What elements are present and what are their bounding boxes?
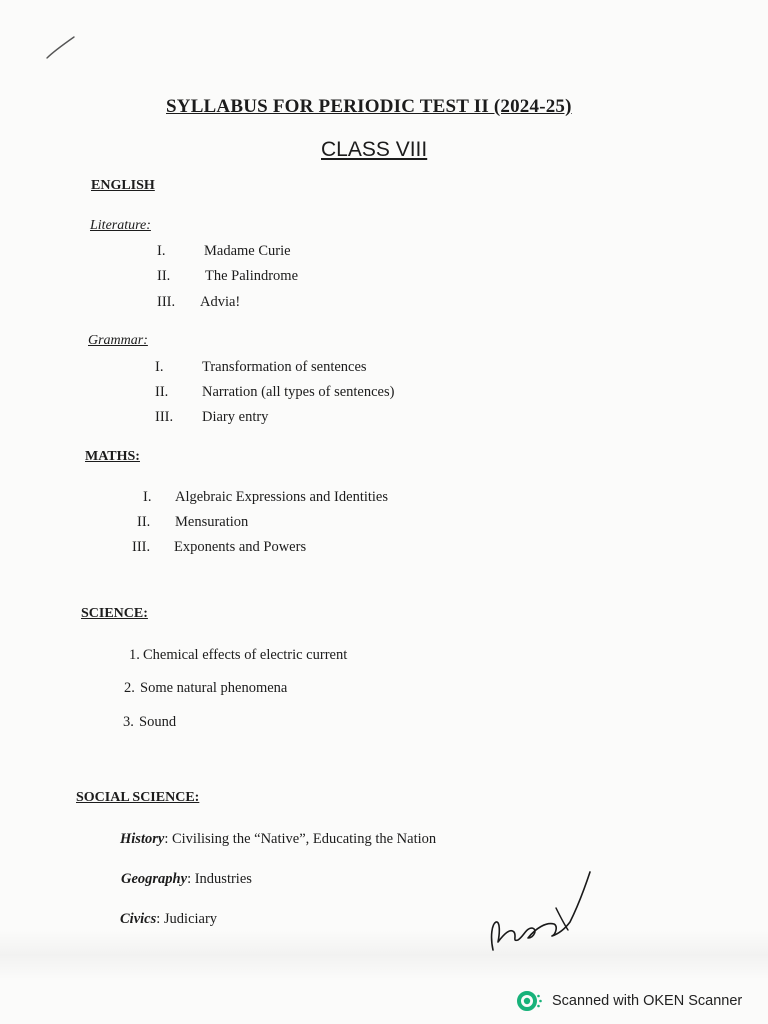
item-number: II. — [155, 384, 169, 400]
history-text: : Civilising the “Native”, Educating the Nation — [164, 831, 437, 847]
item-number: III. — [155, 409, 174, 425]
item-text: Sound — [139, 714, 177, 730]
item-text: Narration (all types of sentences) — [202, 384, 395, 400]
list-item — [137, 514, 248, 531]
item-text: Chemical effects of electric current — [143, 647, 348, 663]
item-number: I. — [157, 243, 166, 259]
item-number: I. — [143, 489, 152, 505]
item-number: 1. — [129, 647, 140, 663]
list-item — [155, 409, 268, 426]
item-number: III. — [157, 294, 176, 310]
item-text: Transformation of sentences — [202, 359, 367, 375]
maths-heading: MATHS: — [85, 449, 140, 464]
list-item — [129, 647, 347, 664]
science-heading: SCIENCE: — [81, 606, 148, 621]
class-title: CLASS VIII — [321, 138, 428, 161]
item-text: Some natural phenomena — [140, 680, 288, 696]
civics-label: Civics — [120, 911, 157, 927]
list-item — [157, 294, 240, 311]
civics-line — [120, 911, 217, 928]
list-item — [157, 268, 298, 285]
geography-line — [121, 871, 252, 888]
list-item — [123, 714, 176, 731]
pen-tick-mark — [44, 34, 78, 62]
item-text: Mensuration — [175, 514, 249, 530]
item-number: 3. — [123, 714, 134, 730]
list-item — [143, 489, 388, 506]
item-text: The Palindrome — [205, 268, 299, 284]
item-number: 2. — [124, 680, 135, 696]
item-number: II. — [137, 514, 151, 530]
list-item — [155, 359, 367, 376]
list-item — [155, 384, 394, 401]
civics-text: : Judiciary — [156, 911, 218, 927]
history-line — [120, 831, 436, 848]
scanner-watermark — [516, 990, 742, 1012]
geography-text: : Industries — [187, 871, 252, 887]
item-text: Algebraic Expressions and Identities — [175, 489, 389, 505]
list-item — [132, 539, 306, 556]
english-heading: ENGLISH — [91, 178, 155, 193]
geography-label: Geography — [121, 871, 188, 887]
grammar-label: Grammar: — [88, 333, 148, 348]
list-item — [157, 243, 291, 260]
scan-shadow — [0, 930, 768, 980]
item-text: Advia! — [200, 294, 241, 310]
scanner-text: Scanned with OKEN Scanner — [552, 993, 743, 1009]
item-number: II. — [157, 268, 171, 284]
oken-scanner-logo-icon — [516, 990, 544, 1012]
item-text: Diary entry — [202, 409, 269, 425]
page-title: SYLLABUS FOR PERIODIC TEST II (2024-25) — [166, 96, 572, 117]
history-label: History — [120, 831, 165, 847]
list-item — [124, 680, 287, 697]
item-number: I. — [155, 359, 164, 375]
item-text: Madame Curie — [204, 243, 291, 259]
item-number: III. — [132, 539, 151, 555]
literature-label: Literature: — [90, 218, 151, 233]
item-text: Exponents and Powers — [174, 539, 307, 555]
social-science-heading: SOCIAL SCIENCE: — [76, 790, 200, 805]
